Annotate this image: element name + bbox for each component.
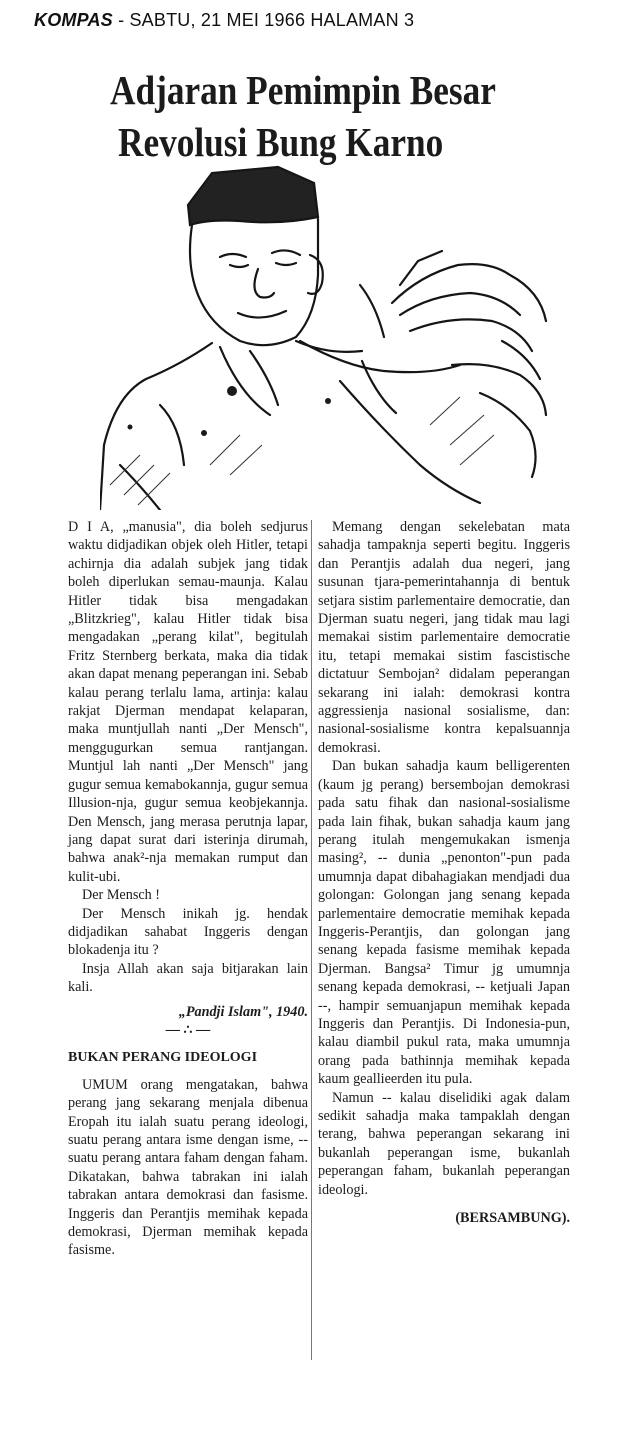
paragraph: Der Mensch inikah jg. hendak didjadikan sahabat Inggeris dengan blokadenja itu ? (68, 905, 308, 959)
masthead (34, 10, 414, 31)
column-divider (311, 520, 312, 1360)
section-subheading: BUKAN PERANG IDEOLOGI (68, 1050, 258, 1066)
source-signature: „Pandji Islam", 1940. (178, 1003, 308, 1020)
paragraph: UMUM orang mengatakan, bahwa perang jang sekarang menjala dibenua Eropah itu ialah suatu perang ideologi, suatu perang antara isme dengan isme, -- suatu perang antara faham dengan faham. Dikatakan, bahwa tabrakan ini ialah tabrakan antara demokrasi dan fasisme. Inggeris dan Perantjis memihak kepada demokrasi, Djerman memihak kepada fasisme. (68, 1076, 308, 1259)
bung-karno-illustration (100, 165, 560, 510)
section-separator: — ∴ — (165, 1021, 211, 1038)
paragraph: Dan bukan sahadja kaum belligerenten (kaum jg perang) bersembojan demokrasi pada satu fihak dan nasional-sosialisme pada lain fihak, bukan sahadja kaum jang perang itulah mengemukakan ismenja masing², -- dunia „penonton"-pun pada umumnja dapat dibahagiakan mendjadi dua golongan: Golongan jang senang kepada parlementaire democratie memihak kepada Inggeris-Perantjis, dan golongan jang senang kepada fasisme memihak kepada Djerman. Bangsa² Timur jg umumnja senang kepada demokrasi, -- ketjuali Japan --, hampir semuanjapun memihak kepada Inggeris dan Perantjis. Di Indonesia-pun, kalau diambil pukul rata, maka umumnja orang pada bathinnja memihak kepada kaum geallieerden itu pula. (318, 758, 570, 1088)
headline-line-1: Adjaran Pemimpin Besar (110, 67, 496, 113)
paragraph: Namun -- kalau diselidiki agak dalam sedikit sahadja maka tampaklah dengan terang, bahwa peperangan sekarang ini bukanlah peperangan isme, bukanlah peperangan faham, bukanlah peperangan ideologi. (318, 1089, 570, 1198)
masthead-date-page: - SABTU, 21 MEI 1966 HALAMAN 3 (112, 10, 415, 30)
to-be-continued: (BERSAMBUNG). (455, 1210, 570, 1227)
paragraph: Der Mensch ! (82, 887, 161, 904)
article-column-left (68, 518, 308, 1260)
headline-line-2: Revolusi Bung Karno (118, 119, 444, 165)
paragraph: Memang dengan sekelebatan mata sahadja tampaknja seperti begitu. Inggeris dan Perantjis adalah dua negeri, jang susunan tjara-pemerintahannja di bentuk setjara sistim parlementaire democratie, dan Djerman suatu negeri, jang tidak mau lagi memakai sistim parlementaire democratie itu, tetapi memakai sistim fascistische dictatuur Sembojan² didalam peperangan sekarang ini ialah: demokrasi kontra aggressienja nasional sosialisme, dan: nasional-sosialisme kontra kepalsuannja demokrasi. (318, 519, 570, 756)
article-column-right (318, 518, 570, 1227)
paragraph: D I A, „manusia", dia boleh sedjurus waktu didjadikan objek oleh Hitler, tetapi achirnja dia adalah subjek jang tidak boleh diperlukan semau-maunja. Kalau Hitler tidak bisa mengadakan „Blitzkrieg", kalau Hitler tidak bisa mengadakan „perang kilat", begitulah Fritz Sternberg berkata, maka dia tidak akan dapat menang peperangan ini. Sebab kalau perang terlalu lama, artinja: kalau rakjat Djerman mendapat kelaparan, maka muntjullah nanti „Der Mensch", menggugurkan semua rantjangan. Muntjul lah nanti „Der Mensch" jang gugur semua kemabokannja, gugur semua Illusion-nja, gugur semua keobjekannja. Den Mensch, jang merasa perutnja lapar, jang dapat surat dari isterinja dirumah, bahwa anak²-nja memakan rumput dan kulit-ubi. (68, 519, 308, 885)
paragraph: Insja Allah akan saja bitjarakan lain kali. (68, 960, 308, 996)
masthead-paper-name: KOMPAS (34, 10, 113, 30)
